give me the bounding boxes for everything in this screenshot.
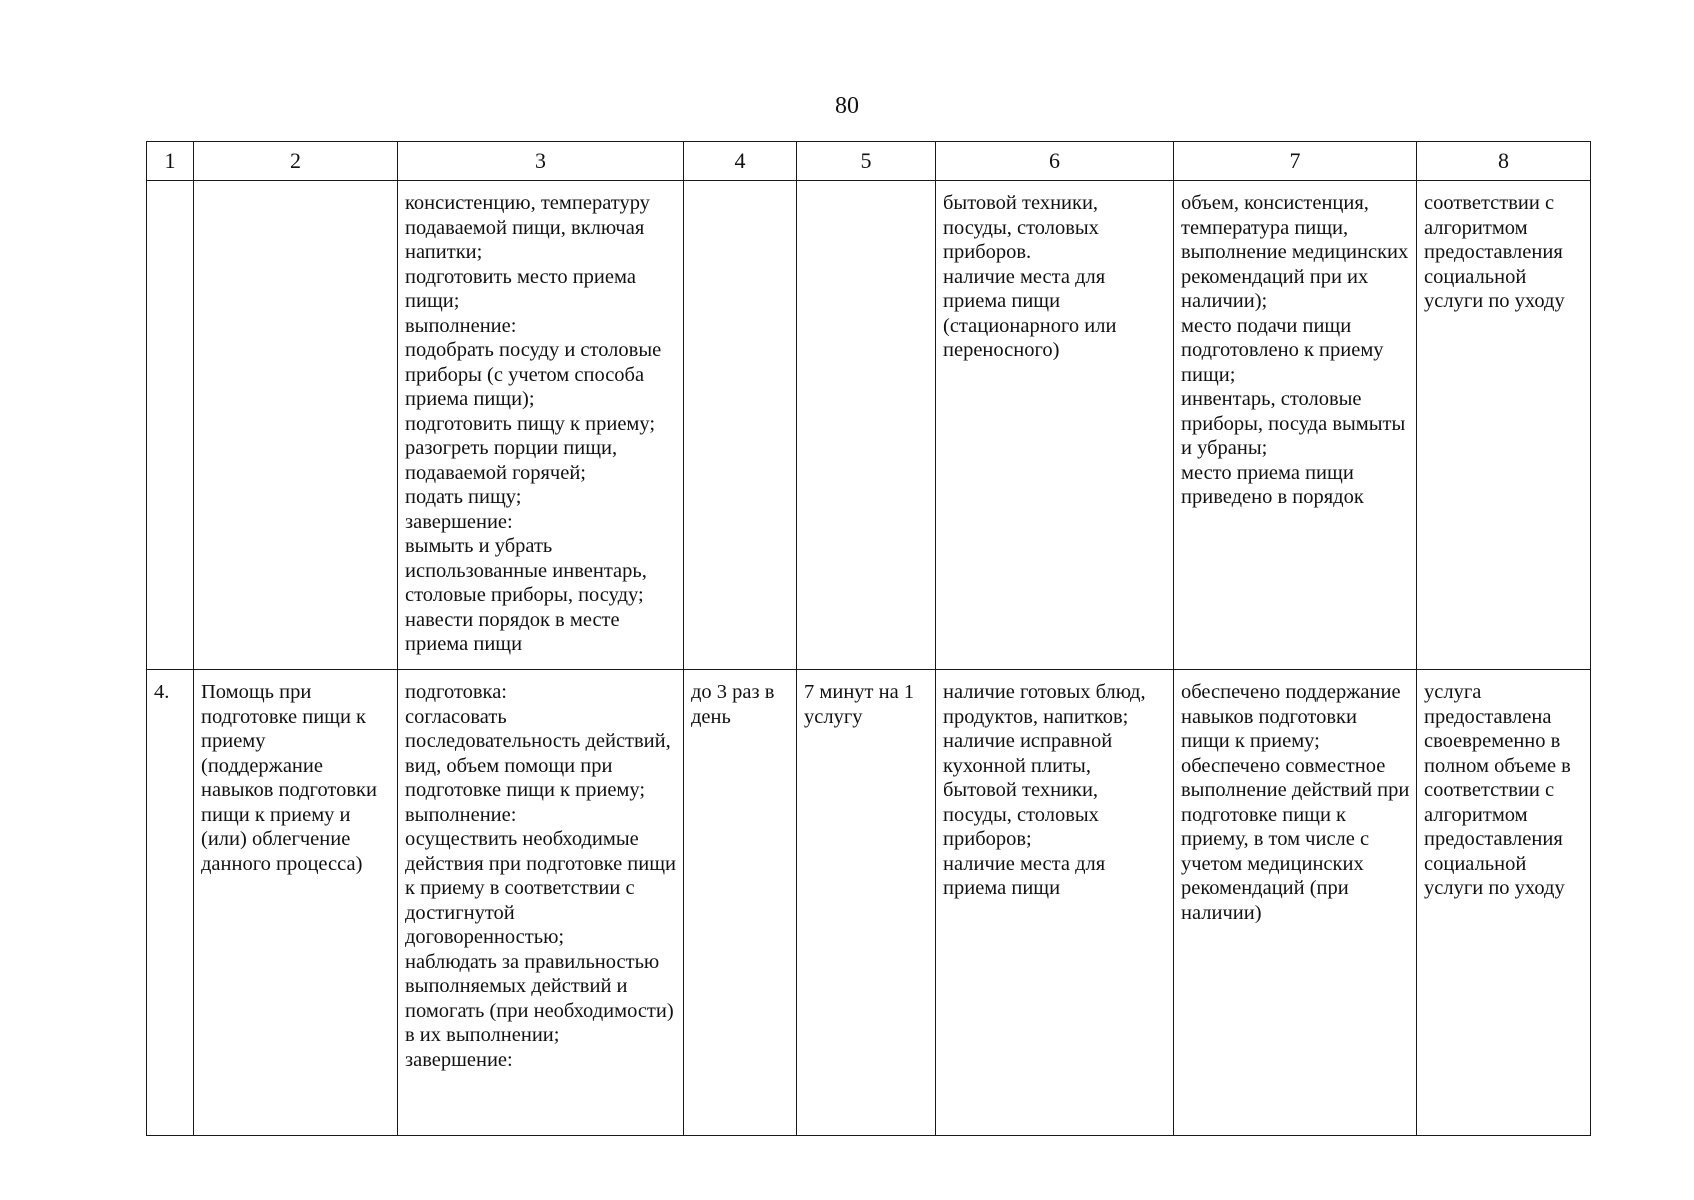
- text-line: разогреть порции пищи, подаваемой горячей;: [405, 437, 618, 484]
- text-line: наблюдать за правильностью выполняемых действий и помогать (при необходимости) в их выполнении;: [405, 950, 674, 1046]
- conditions-cell: [936, 670, 1174, 1136]
- service-description-cell: [398, 181, 684, 670]
- text-line: соответствии с алгоритмом предоставления социальной услуги по уходу: [1424, 192, 1565, 312]
- text-line: навести порядок в месте приема пищи: [405, 608, 620, 655]
- text-line: место подачи пищи подготовлено к приему пищи;: [1181, 314, 1384, 386]
- text-line: завершение:: [405, 510, 513, 533]
- text-line: бытовой техники, посуды, столовых приборов.: [943, 192, 1099, 263]
- text-line: осуществить необходимые действия при подготовке пищи к приему в соответствии с достигнутой договоренностью;: [405, 828, 677, 948]
- column-header: 2: [194, 142, 398, 181]
- column-header: 6: [936, 142, 1174, 181]
- column-header: 4: [684, 142, 797, 181]
- quality-indicators-cell: [1174, 181, 1417, 670]
- evaluation-cell: [1417, 670, 1591, 1136]
- column-header: 1: [147, 142, 194, 181]
- table-row: [147, 670, 1591, 1136]
- text-line: подготовка:: [405, 681, 507, 703]
- service-name-cell: [194, 181, 398, 670]
- column-header: 5: [797, 142, 936, 181]
- text-line: обеспечено поддержание навыков подготовки пищи к приему;: [1181, 681, 1401, 752]
- text-line: подать пищу;: [405, 486, 522, 508]
- header-row: [147, 142, 1591, 181]
- text-line: наличие места для приема пищи: [943, 852, 1106, 899]
- evaluation-cell: [1417, 181, 1591, 670]
- text-line: согласовать последовательность действий, вид, объем помощи при подготовке пищи к приему;: [405, 705, 671, 801]
- column-header: 8: [1417, 142, 1591, 181]
- quality-indicators-cell: [1174, 670, 1417, 1136]
- text-line: наличие готовых блюд, продуктов, напитков;: [943, 681, 1146, 728]
- service-description-cell: [398, 670, 684, 1136]
- duration-cell: 7 минут на 1 услугу: [797, 670, 936, 1136]
- text-line: подготовить пищу к приему;: [405, 412, 656, 435]
- column-header: 7: [1174, 142, 1417, 181]
- services-table: [146, 141, 1591, 1136]
- text-line: наличие исправной кухонной плиты, бытовой техники, посуды, столовых приборов;: [943, 730, 1113, 850]
- text-line: завершение:: [405, 1048, 513, 1071]
- frequency-cell: [684, 181, 797, 670]
- row-number-cell: [147, 181, 194, 670]
- text-line: место приема пищи приведено в порядок: [1181, 461, 1364, 508]
- text-line: выполнение:: [405, 314, 517, 337]
- text-line: наличие места для приема пищи (стационарного или переносного): [943, 265, 1117, 361]
- frequency-cell: до 3 раз в день: [684, 670, 797, 1136]
- text-line: подготовить место приема пищи;: [405, 265, 636, 312]
- text-line: обеспечено совместное выполнение действий при подготовке пищи к приему, в том числе с учетом медицинских рекомендаций (при наличии): [1181, 754, 1410, 924]
- text-line: подобрать посуду и столовые приборы (с учетом способа приема пищи);: [405, 339, 662, 410]
- row-number-cell: 4.: [147, 670, 194, 1136]
- text-line: инвентарь, столовые приборы, посуда вымыты и убраны;: [1181, 388, 1406, 459]
- text-line: вымыть и убрать использованные инвентарь, столовые приборы, посуду;: [405, 535, 647, 606]
- text-line: выполнение:: [405, 803, 517, 826]
- text-line: консистенцию, температуру подаваемой пищи, включая напитки;: [405, 192, 650, 263]
- service-name-cell: Помощь при подготовке пищи к приему (поддержание навыков подготовки пищи к приему и (или) облегчение данного процесса): [194, 670, 398, 1136]
- page-number: 80: [835, 93, 859, 119]
- conditions-cell: [936, 181, 1174, 670]
- table-row: [147, 181, 1591, 670]
- column-header: 3: [398, 142, 684, 181]
- text-line: услуга предоставлена своевременно в полном объеме в соответствии с алгоритмом предоставления социальной услуги по уходу: [1424, 681, 1571, 899]
- duration-cell: [797, 181, 936, 670]
- text-line: объем, консистенция, температура пищи, выполнение медицинских рекомендаций при их наличии);: [1181, 192, 1409, 312]
